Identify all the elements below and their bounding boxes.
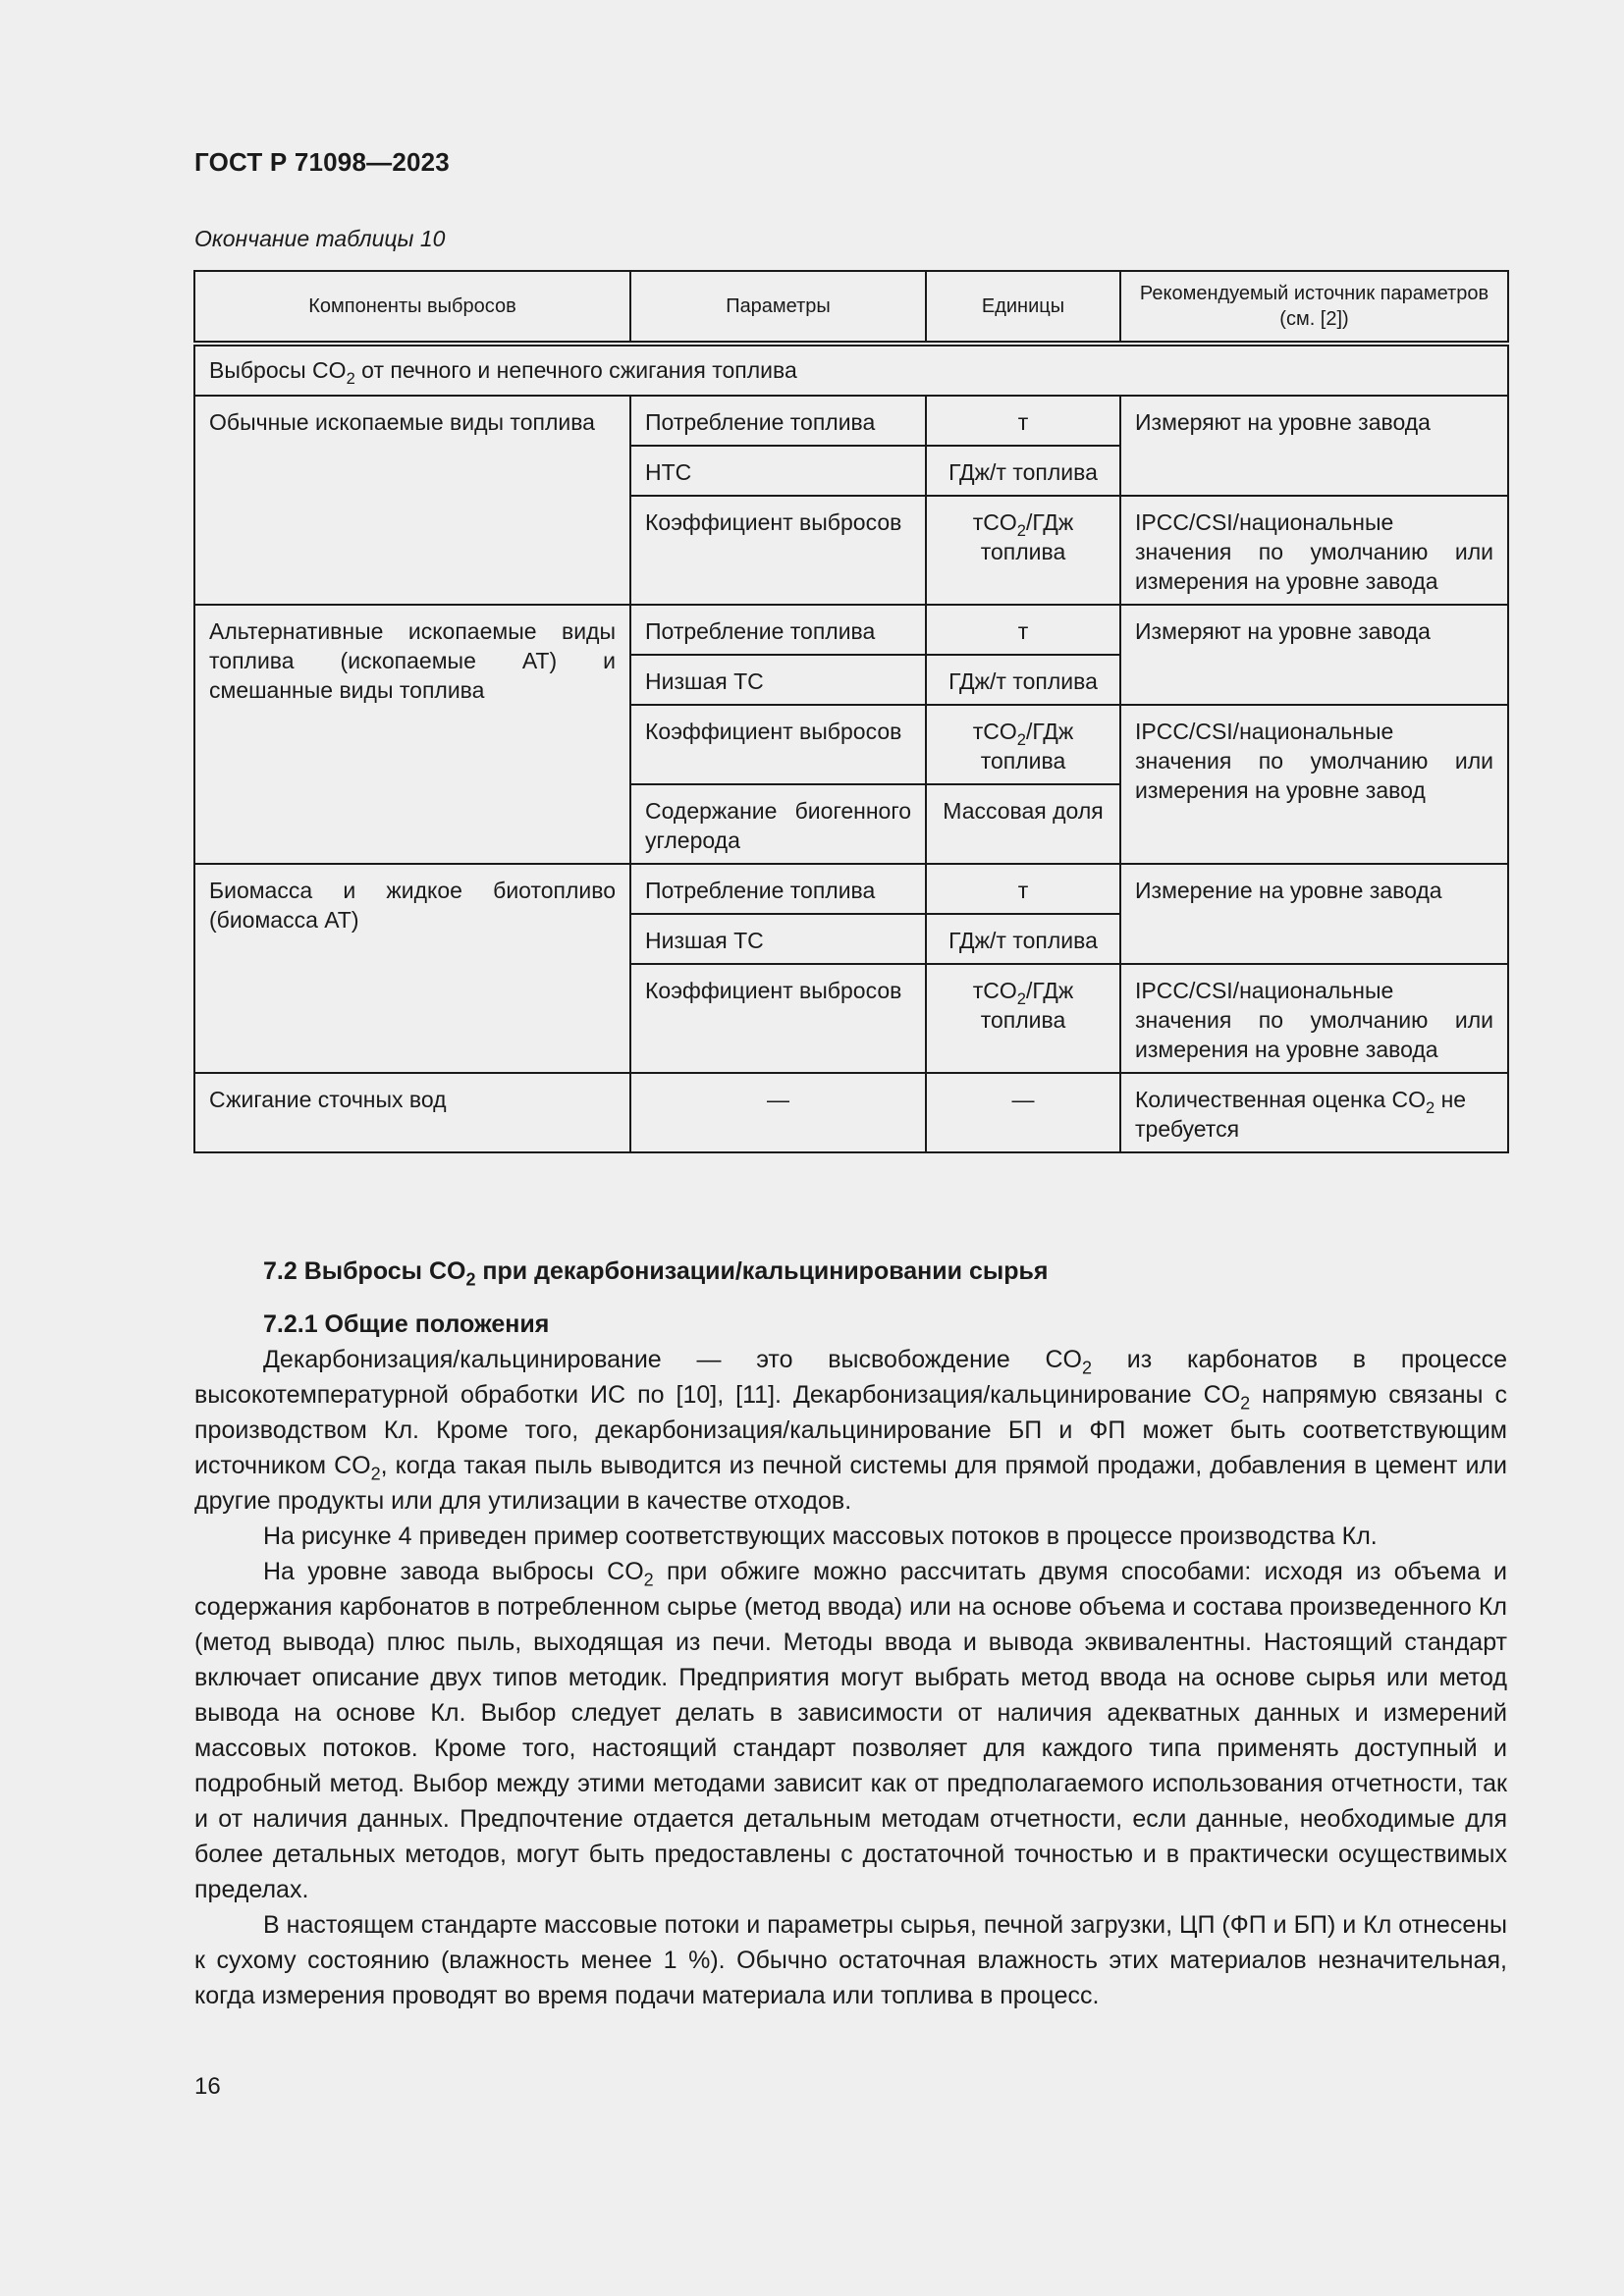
parameter-cell: Содержание биогенного углерода [630, 784, 926, 864]
table-header-row [194, 271, 1508, 344]
unit-cell: т [926, 605, 1120, 655]
table-row [194, 864, 1508, 914]
unit-cell: — [926, 1073, 1120, 1152]
paragraph: На уровне завода выбросы $CO_2$ при обжиге можно рассчитать двумя способами: исходя из объема и содержания карбонатов в потребленном сырье (метод ввода) или на основе объема и состава произведенного Кл (метод вывода) плюс пыль, выходящая из печи. Методы ввода и вывода эквивалентны. Настоящий стандарт включает описание двух типов методик. Предприятия могут выбрать метод ввода на основе сырья или метод вывода на основе Кл. Выбор следует делать в зависимости от наличия адекватных данных и измерений массовых потоков. Кроме того, настоящий стандарт позволяет для каждого типа применять доступный и подробный метод. Выбор между этими методами зависит как от предполагаемого использования отчетности, так и от наличия данных. Предпочтение отдается детальным методам отчетности, если данные, необходимые для более детальных методов, могут быть предоставлены с достаточной точностью и в практически осуществимых пределах. [194, 1558, 1507, 1903]
col-header-components: Компоненты выбросов [194, 271, 630, 344]
parameter-cell: Потребление топлива [630, 396, 926, 446]
component-cell: Обычные ископаемые виды топлива [194, 396, 630, 605]
body-text [194, 1342, 1507, 2013]
component-cell: Биомасса и жидкое биотопливо (биомасса АТ) [194, 864, 630, 1073]
unit-cell: тCO$_2$/ГДж топлива [926, 964, 1120, 1073]
parameter-cell: Низшая ТС [630, 655, 926, 705]
col-header-units: Единицы [926, 271, 1120, 344]
unit-cell: ГДж/т топлива [926, 655, 1120, 705]
table-caption: Окончание таблицы 10 [194, 226, 446, 251]
section-heading-7-2-1: 7.2.1 Общие положения [263, 1310, 550, 1338]
unit-cell: т [926, 396, 1120, 446]
parameter-cell: Потребление топлива [630, 864, 926, 914]
table-section-row [194, 344, 1508, 396]
parameter-cell: Коэффициент выбросов [630, 705, 926, 784]
unit-cell: тCO$_2$/ГДж топлива [926, 705, 1120, 784]
source-cell: IPCC/CSI/национальные значения по умолчанию или измерения на уровне завод [1120, 705, 1508, 864]
unit-cell: Массовая доля [926, 784, 1120, 864]
paragraph: На рисунке 4 приведен пример соответствующих массовых потоков в процессе производства Кл. [263, 1522, 1378, 1550]
table-row [194, 396, 1508, 446]
table-row [194, 1073, 1508, 1152]
source-cell: IPCC/CSI/национальные значения по умолчанию или измерения на уровне завода [1120, 964, 1508, 1073]
unit-cell: ГДж/т топлива [926, 914, 1120, 964]
page-number: 16 [194, 2073, 221, 2100]
col-header-parameters: Параметры [630, 271, 926, 344]
unit-cell: т [926, 864, 1120, 914]
source-cell: Количественная оценка $CO_2$ не требуется [1120, 1073, 1508, 1152]
component-cell: Альтернативные ископаемые виды топлива (ископаемые АТ) и смешанные виды топлива [194, 605, 630, 864]
emissions-table [193, 270, 1509, 1153]
component-cell: Сжигание сточных вод [194, 1073, 630, 1152]
source-cell: IPCC/CSI/национальные значения по умолчанию или измерения на уровне завода [1120, 496, 1508, 605]
source-cell: Измеряют на уровне завода [1120, 605, 1508, 705]
parameter-cell: Низшая ТС [630, 914, 926, 964]
document-header: ГОСТ Р 71098—2023 [194, 147, 450, 177]
unit-cell: ГДж/т топлива [926, 446, 1120, 496]
parameter-cell: НТС [630, 446, 926, 496]
parameter-cell: — [630, 1073, 926, 1152]
section-heading-7-2: 7.2 Выбросы $CO_2$ при декарбонизации/кальцинировании сырья [263, 1257, 1049, 1290]
parameter-cell: Потребление топлива [630, 605, 926, 655]
table-row [194, 605, 1508, 655]
parameter-cell: Коэффициент выбросов [630, 496, 926, 605]
col-header-source: Рекомендуемый источник параметров (см. [2]) [1120, 271, 1508, 344]
section-title-cell: Выбросы $CO_2$ от печного и непечного сжигания топлива [194, 344, 1508, 396]
paragraph: Декарбонизация/кальцинирование — это высвобождение $CO_2$ из карбонатов в процессе высокотемпературной обработки ИС по [10], [11]. Декарбонизация/кальцинирование $CO_2$ напрямую связаны с производством Кл. Кроме того, декарбонизация/кальцинирование БП и ФП может быть соответствующим источником $CO_2$, когда такая пыль выводится из печной системы для прямой продажи, добавления в цемент или другие продукты или для утилизации в качестве отходов. [194, 1346, 1508, 1515]
source-cell: Измеряют на уровне завода [1120, 396, 1508, 496]
unit-cell: тCO$_2$/ГДж топлива [926, 496, 1120, 605]
parameter-cell: Коэффициент выбросов [630, 964, 926, 1073]
source-cell: Измерение на уровне завода [1120, 864, 1508, 964]
paragraph: В настоящем стандарте массовые потоки и параметры сырья, печной загрузки, ЦП (ФП и БП) и Кл отнесены к сухому состоянию (влажность менее 1 %). Обычно остаточная влажность этих материалов незначительная, когда измерения проводят во время подачи материала или топлива в процесс. [194, 1911, 1507, 2009]
